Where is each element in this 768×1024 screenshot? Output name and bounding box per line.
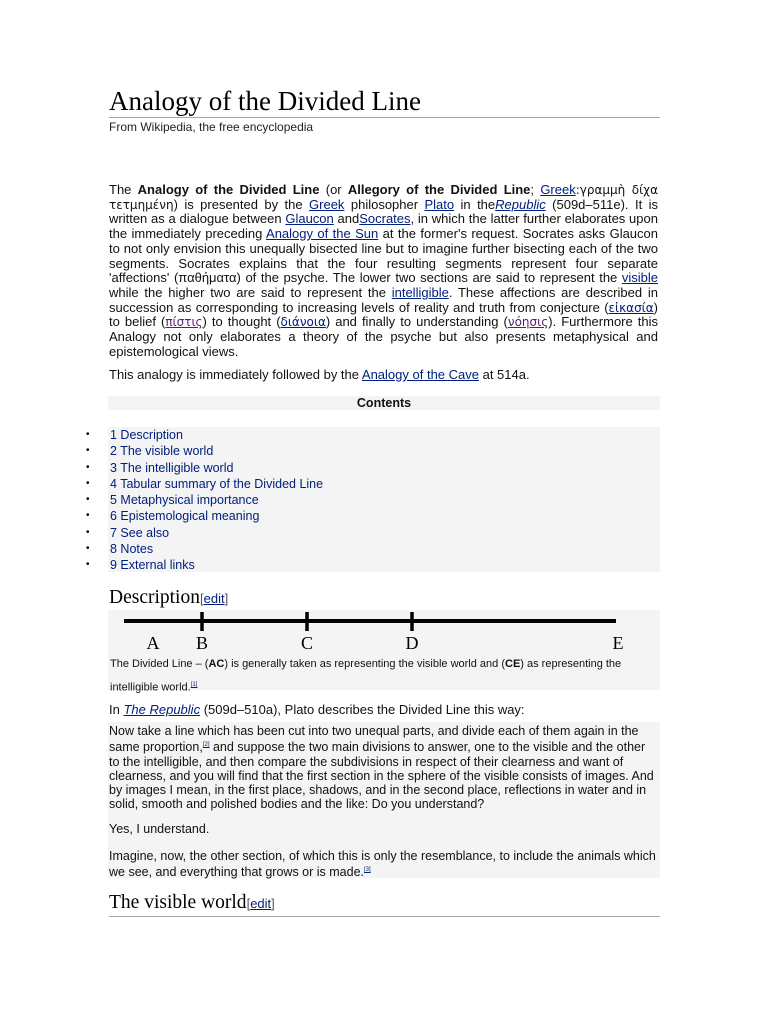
bold-term: Analogy of the Divided Line <box>137 182 320 197</box>
bullet: • <box>86 543 90 555</box>
edit-link[interactable]: edit <box>250 896 272 911</box>
point-label-c: C <box>300 633 314 653</box>
link-plato[interactable]: Plato <box>424 196 455 212</box>
text: in the <box>454 196 496 212</box>
text: ) as representing the intelligible world. <box>110 658 622 694</box>
text: The Divided Line – ( <box>110 658 209 670</box>
divided-line-diagram <box>108 610 660 654</box>
toc-item-label[interactable]: 7 See also <box>110 525 170 540</box>
toc-item-label[interactable]: 9 External links <box>110 558 195 573</box>
point-label-b: B <box>195 633 209 653</box>
text: ) is presented by the <box>173 196 310 212</box>
link-intelligible[interactable]: intelligible <box>391 284 449 300</box>
text: . These affections are described in succession as corresponding to increasing levels of reality and truth from conjecture ( <box>109 284 658 315</box>
toc-item[interactable] <box>86 508 660 524</box>
toc-item[interactable] <box>86 476 660 492</box>
heading-text: Description <box>109 587 200 608</box>
toc-item[interactable] <box>86 557 660 573</box>
reference-link[interactable]: [2] <box>202 742 210 749</box>
link-dianoia[interactable]: διάνοια <box>280 315 326 330</box>
table-of-contents <box>86 427 660 573</box>
link-noesis[interactable]: νόησις <box>507 315 549 330</box>
text: , in which the latter further elaborates upon the immediately preceding <box>109 211 658 242</box>
text: and <box>333 211 360 227</box>
section-heading-description <box>109 586 660 612</box>
divided-line-figure <box>108 610 660 694</box>
text: Imagine, now, the other section, of which this is only the resemblance, to include the animals which we see, and everything that grows or is made. <box>109 849 656 880</box>
text: Now take a line which has been cut into two unequal parts, and divide each of them again in the same proportion, <box>109 724 639 755</box>
link-the-republic[interactable]: The Republic <box>123 702 201 717</box>
point-label-e: E <box>612 633 624 653</box>
text: while the higher two are said to represent the <box>109 284 392 300</box>
link-analogy-of-the-cave[interactable]: Analogy of the Cave <box>361 367 479 382</box>
toc-item-label[interactable]: 8 Notes <box>110 542 154 557</box>
toc-item-label[interactable]: 3 The intelligible world <box>110 460 234 475</box>
bullet: • <box>86 477 90 489</box>
link-eikasia[interactable]: εἰκασία <box>608 300 654 315</box>
bullet: • <box>86 510 90 522</box>
text: ) to thought ( <box>202 314 281 330</box>
section-heading-visible-world <box>109 891 660 917</box>
figure-caption <box>110 654 658 699</box>
bullet: • <box>86 526 90 538</box>
point-label-d: D <box>405 633 419 653</box>
toc-item[interactable] <box>86 427 660 443</box>
text: ; <box>530 182 541 197</box>
quote-paragraph-2: Yes, I understand. <box>109 822 210 836</box>
link-visible[interactable]: visible <box>621 270 658 286</box>
text: The <box>109 182 138 197</box>
bracket: ] <box>271 896 275 911</box>
bullet: • <box>86 445 90 457</box>
toc-heading: Contents <box>108 396 660 410</box>
site-tagline: From Wikipedia, the free encyclopedia <box>109 120 314 134</box>
bullet: • <box>86 429 90 440</box>
toc-item[interactable] <box>86 460 660 476</box>
bracket: [ <box>246 896 251 911</box>
heading-text: The visible world <box>109 892 247 913</box>
bold-term: CE <box>505 658 521 670</box>
toc-item[interactable] <box>86 525 660 541</box>
bullet: • <box>86 494 90 506</box>
intro-paragraph <box>109 183 658 359</box>
edit-section <box>247 896 275 911</box>
text: and suppose the two main divisions to answer, one to the visible and the other to the intelligible, and then compare the subdivisions in respect of their clearness and want of clearness, and you will find that the first section in the sphere of the visible consists of images. And by images I mean, in the first place, shadows, and in the second place, reflections in water and in solid, smooth and polished bodies and the like: Do you understand? <box>109 740 654 812</box>
bold-term: Allegory of the Divided Line <box>347 182 531 197</box>
text: ) to belief ( <box>109 299 658 330</box>
text: at the former's request. Socrates asks Glaucon to not only envision this unequally bisected line but to imagine further bisecting each of the two segments. Socrates explains that the four resulting segments represent four separate 'affections' (παθήματα) of the psyche. The lower two sections are said to represent the <box>109 226 658 286</box>
text: (509d–511e). It is written as a dialogue between <box>109 196 658 227</box>
text: philosopher <box>344 196 425 212</box>
edit-link[interactable]: edit <box>203 591 225 606</box>
text: This analogy is immediately followed by the <box>109 367 362 382</box>
text: ). Furthermore this Analogy not only elaborates a theory of the psyche but also presents metaphysical and epistemological views. <box>109 314 658 359</box>
link-socrates[interactable]: Socrates <box>359 211 411 227</box>
bracket: [ <box>199 591 204 606</box>
toc-item[interactable] <box>86 541 660 557</box>
bullet: • <box>86 559 90 571</box>
reference-link[interactable]: [3] <box>364 867 371 874</box>
link-pistis[interactable]: πίστις <box>165 315 203 330</box>
toc-item-label[interactable]: 5 Metaphysical importance <box>110 493 259 508</box>
link-greek[interactable]: Greek <box>309 196 345 212</box>
text: (509d–510a), Plato describes the Divided Line this way: <box>200 702 525 717</box>
republic-intro <box>109 702 525 717</box>
toc-item-label[interactable]: 4 Tabular summary of the Divided Line <box>110 476 324 491</box>
text: at 514a. <box>478 367 530 382</box>
link-analogy-of-the-sun[interactable]: Analogy of the Sun <box>266 226 379 242</box>
text: ) is generally taken as representing the visible world and ( <box>224 658 505 670</box>
greek-phrase: :γραμμὴ δίχα τετμημένη <box>109 183 658 212</box>
link-republic[interactable]: Republic <box>495 196 546 212</box>
edit-section <box>200 591 228 606</box>
toc-item[interactable] <box>86 492 660 508</box>
reference-link[interactable]: [1] <box>190 682 198 688</box>
bullet: • <box>86 461 90 473</box>
follow-paragraph <box>109 367 530 382</box>
toc-item[interactable] <box>86 443 660 459</box>
toc-item-label[interactable]: 6 Epistemological meaning <box>110 509 260 524</box>
quote-paragraph-1 <box>109 724 659 811</box>
link-greek-language[interactable]: Greek <box>540 182 576 197</box>
page-title: Analogy of the Divided Line <box>109 84 660 118</box>
bracket: ] <box>224 591 229 606</box>
point-label-a: A <box>146 633 160 653</box>
link-glaucon[interactable]: Glaucon <box>285 211 334 227</box>
text: In <box>109 702 124 717</box>
quote-paragraph-3 <box>109 849 659 880</box>
text: ) and finally to understanding ( <box>325 314 508 330</box>
text: (or <box>319 182 348 197</box>
toc-item-label[interactable]: 1 Description <box>110 428 183 442</box>
blockquote <box>108 722 660 878</box>
bold-term: AC <box>208 658 225 670</box>
toc-item-label[interactable]: 2 The visible world <box>110 444 214 459</box>
